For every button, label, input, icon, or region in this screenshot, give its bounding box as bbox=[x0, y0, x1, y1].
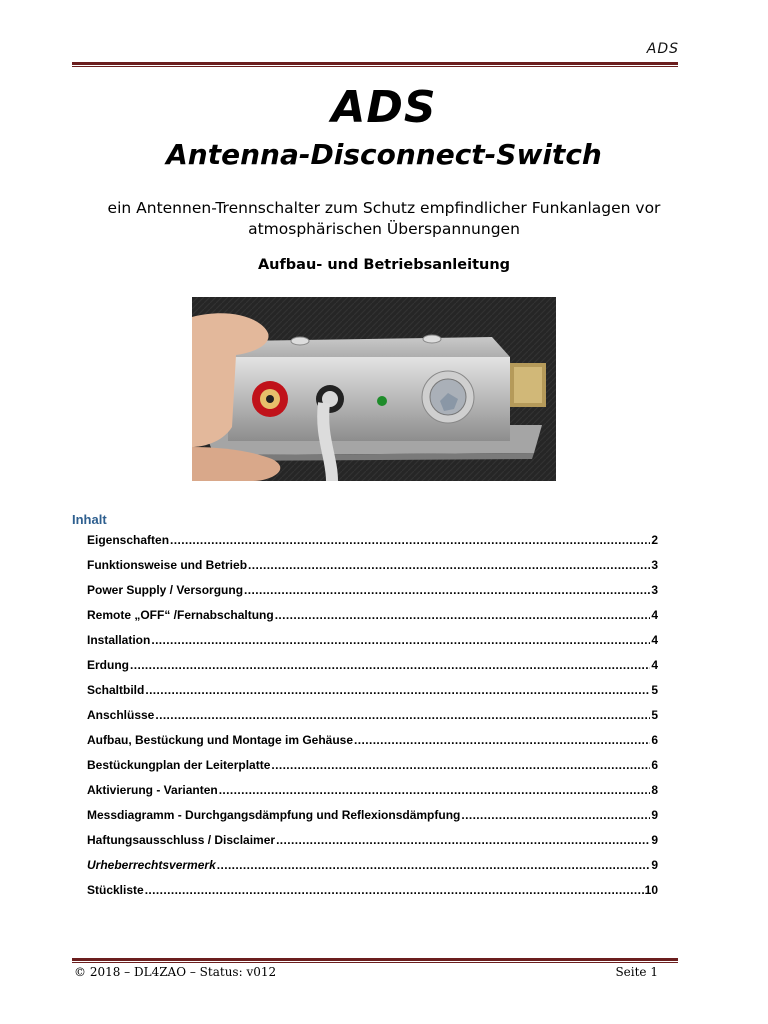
toc-entry-title: Remote „OFF“ /Fernabschaltung bbox=[87, 608, 274, 622]
toc-entry-page: 3 bbox=[651, 583, 658, 597]
toc-entry[interactable] bbox=[87, 653, 658, 678]
toc-entry[interactable] bbox=[87, 803, 658, 828]
toc-leader bbox=[217, 853, 651, 878]
footer-rule-thin bbox=[72, 962, 678, 963]
toc-heading: Inhalt bbox=[72, 512, 107, 527]
footer-page-number: Seite 1 bbox=[615, 965, 658, 979]
footer-copyright: © 2018 – DL4ZAO – Status: v012 bbox=[74, 965, 277, 979]
toc-entry[interactable] bbox=[87, 553, 658, 578]
toc-entry-page: 10 bbox=[644, 883, 658, 897]
footer-rule bbox=[72, 958, 678, 961]
toc-entry-page: 4 bbox=[651, 658, 658, 672]
toc-entry[interactable] bbox=[87, 603, 658, 628]
document-subtitle: Antenna-Disconnect-Switch bbox=[166, 138, 602, 171]
toc-entry-title: Anschlüsse bbox=[87, 708, 155, 722]
toc-leader bbox=[354, 728, 650, 753]
toc-leader bbox=[276, 828, 650, 853]
toc-entry-page: 5 bbox=[651, 683, 658, 697]
toc-entry[interactable] bbox=[87, 753, 658, 778]
toc-leader bbox=[275, 603, 651, 628]
toc-entry[interactable] bbox=[87, 528, 658, 553]
device-photo bbox=[192, 297, 556, 481]
toc-leader bbox=[170, 528, 650, 553]
header-rule-thin bbox=[72, 66, 678, 67]
toc-entry-title: Stückliste bbox=[87, 883, 144, 897]
toc-entry-page: 2 bbox=[651, 533, 658, 547]
toc-entry-page: 3 bbox=[651, 558, 658, 572]
toc-entry[interactable] bbox=[87, 728, 658, 753]
toc-leader bbox=[145, 678, 650, 703]
toc-entry-title: Eigenschaften bbox=[87, 533, 170, 547]
header-logo: ADS bbox=[646, 41, 679, 57]
toc-entry-page: 6 bbox=[651, 758, 658, 772]
toc-leader bbox=[151, 628, 650, 653]
toc-entry[interactable] bbox=[87, 578, 658, 603]
toc-entry-title: Urheberrechtsvermerk bbox=[87, 858, 216, 872]
toc-entry-page: 5 bbox=[651, 708, 658, 722]
toc-entry-page: 9 bbox=[651, 808, 658, 822]
toc-leader bbox=[145, 878, 644, 903]
toc-entry[interactable] bbox=[87, 778, 658, 803]
document-title: ADS bbox=[331, 82, 437, 133]
toc-entry-title: Power Supply / Versorgung bbox=[87, 583, 244, 597]
table-of-contents bbox=[87, 528, 658, 903]
toc-entry[interactable] bbox=[87, 628, 658, 653]
toc-entry[interactable] bbox=[87, 828, 658, 853]
toc-entry-title: Schaltbild bbox=[87, 683, 145, 697]
toc-entry[interactable] bbox=[87, 678, 658, 703]
toc-entry[interactable] bbox=[87, 878, 658, 903]
toc-leader bbox=[248, 553, 650, 578]
toc-leader bbox=[461, 803, 650, 828]
toc-entry-page: 9 bbox=[651, 858, 658, 872]
toc-leader bbox=[244, 578, 650, 603]
header-rule bbox=[72, 62, 678, 65]
toc-leader bbox=[155, 703, 650, 728]
toc-entry-page: 6 bbox=[651, 733, 658, 747]
toc-entry-page: 9 bbox=[651, 833, 658, 847]
toc-entry-page: 4 bbox=[651, 633, 658, 647]
toc-entry-title: Bestückungplan der Leiterplatte bbox=[87, 758, 271, 772]
document-subheading: Aufbau- und Betriebsanleitung bbox=[257, 257, 511, 273]
toc-entry-title: Installation bbox=[87, 633, 151, 647]
toc-entry-title: Aktivierung - Varianten bbox=[87, 783, 218, 797]
toc-leader bbox=[219, 778, 651, 803]
toc-entry[interactable] bbox=[87, 853, 658, 878]
toc-leader bbox=[130, 653, 650, 678]
toc-entry-title: Erdung bbox=[87, 658, 129, 672]
document-description: ein Antennen-Trennschalter zum Schutz empfindlicher Funkanlagen vor atmosphärischen Überspannungen bbox=[107, 199, 661, 238]
toc-entry-page: 4 bbox=[651, 608, 658, 622]
toc-entry-title: Haftungsausschluss / Disclaimer bbox=[87, 833, 276, 847]
toc-entry-title: Messdiagramm - Durchgangsdämpfung und Reflexionsdämpfung bbox=[87, 808, 461, 822]
device-photo-icon bbox=[192, 297, 556, 481]
toc-entry-title: Aufbau, Bestückung und Montage im Gehäuse bbox=[87, 733, 354, 747]
toc-entry-title: Funktionsweise und Betrieb bbox=[87, 558, 248, 572]
toc-leader bbox=[271, 753, 650, 778]
toc-entry[interactable] bbox=[87, 703, 658, 728]
toc-entry-page: 8 bbox=[651, 783, 658, 797]
